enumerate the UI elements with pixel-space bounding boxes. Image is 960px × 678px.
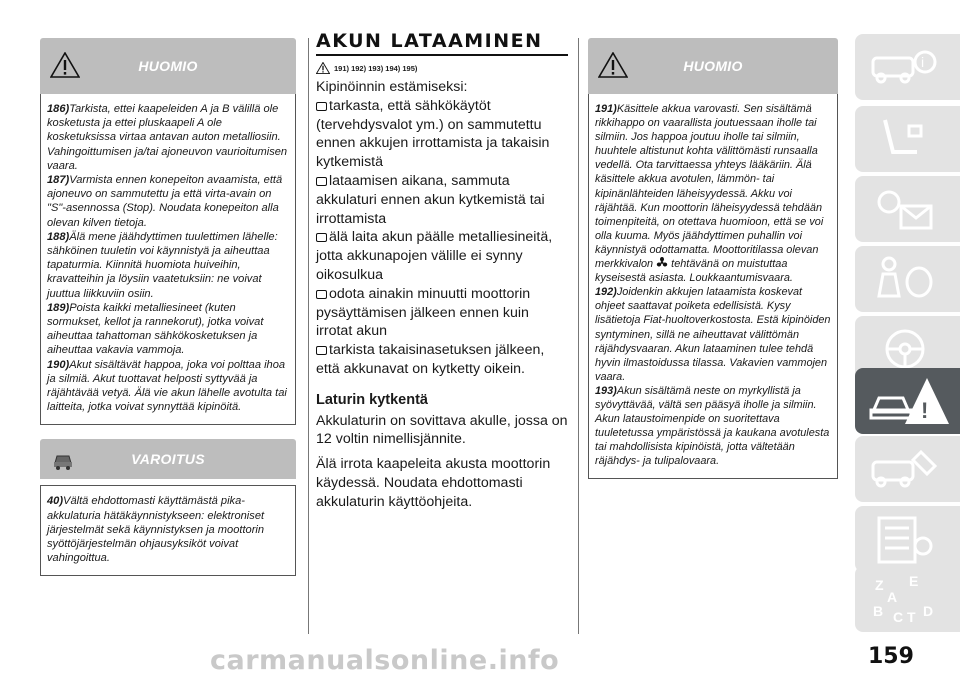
column-divider-left [308, 38, 309, 634]
car-caution-icon [50, 446, 76, 477]
warning-triangle-icon [598, 52, 628, 83]
bullet-box-icon [316, 102, 327, 111]
bullet-item: tarkista takaisinasetuksen jälkeen, että akkunavat on kytketty oikein. [316, 342, 545, 377]
svg-text:B: B [873, 603, 884, 619]
right-column [588, 38, 838, 479]
tab-seats[interactable] [855, 106, 960, 172]
tab-lights[interactable] [855, 176, 960, 242]
svg-text:C: C [893, 609, 904, 625]
tab-dashboard[interactable] [855, 34, 960, 100]
huomio-header-left [40, 38, 296, 94]
tab-maintenance[interactable] [855, 436, 960, 502]
bullet-item: tarkasta, että sähkökäytöt (tervehdysvalot ym.) on sammutettu ennen akkujen irrottamista ja takaisin kytkemistä [316, 97, 550, 171]
huomio-title: HUOMIO [138, 58, 198, 74]
warning-188: 188)Älä mene jäähdyttimen tuulettimen lähelle: sähköinen tuuletin voi käynnistyä ja aiheuttaa tapaturmia. Kiinnitä huomiota huiveihin, kravatteihin ja löysiin vaatetuksiin: ne voivat juuttua liikkuviin osiin. [47, 230, 278, 300]
middle-column [316, 30, 568, 512]
warning-187: 187)Varmista ennen konepeiton avaamista, että ajoneuvo on sammutettu ja että virta-avain on "S"-asennossa (Stop). Noudata konepeiton alla olevan kilven tietoja. [47, 174, 283, 229]
warning-189: 189)Poista kaikki metalliesineet (kuten sormukset, kellot ja rannekorut), jotka voivat aiheuttaa tahattoman sähkökosketuksen ja aiheuttaa vakavia vammoja. [47, 301, 264, 357]
bullet-box-icon [316, 346, 327, 355]
warning-triangle-icon [50, 52, 80, 83]
warning-193: 193)Akun sisältämä neste on myrkyllistä ja syövyttävää, vältä sen pääsyä iholle ja silmiin. Akun lataustoimenpide on suoritettava tuuletetussa ympäristössä ja kaukana avotulesta tai mahdollisista kipinöistä, jotta vältetään räjähdys- ja tulipalovaara. [595, 384, 830, 468]
svg-text:T: T [907, 609, 916, 625]
bullet-box-icon [316, 290, 327, 299]
left-column [40, 38, 296, 576]
bullet-item: älä laita akun päälle metalliesineitä, jotta akkunapojen välille ei synny oikosulkua [316, 229, 553, 283]
warning-191: 191)Käsittele akkua varovasti. Sen sisältämä rikkihappo on vaarallista joutuessaan iholle tai silmiin. Jos happoa joutuu iholle tai silmiin, huuhtele altistunut kohta välittömästi runsaalla vedellä. Ota tarvittaessa yhteys lääkäriin. Älä käsittele akkua avotulen, lämmön- tai kipinänlähteiden läheisyydessä. Akku voi räjähtää. Kun moottorin läheisyydessä tehdään toimenpiteitä, on otettava huomioon, että se voi olla kuuma. Myös jäähdyttimen puhallin voi käynnistyä odottamatta. Moottoritilassa olevan merkkivalon tehtävänä on muistuttaa kyseisestä asiasta. Loukkaantumisvaara. [595, 103, 824, 285]
bullet-box-icon [316, 177, 327, 186]
page-number: 159 [868, 644, 914, 669]
subheading: Laturin kytkentä [316, 391, 428, 408]
alphabet-index-icon [865, 572, 945, 626]
bullet-item: odota ainakin minuutti moottorin pysäyttämisen jälkeen ennen kuin irrotat akun [316, 285, 531, 340]
warning-190: 190)Akut sisältävät happoa, joka voi polttaa ihoa ja silmiä. Akut tuottavat helposti syttyvää ja räjähtävää vetyä. Älä vie akun lähelle avotulta tai laitteita, jotka voivat synnyttää kipinöitä. [47, 358, 287, 414]
svg-text:A: A [887, 589, 898, 605]
warning-192: 192)Joidenkin akkujen lataamista koskevat ohjeet saattavat poiketa edellisistä. Kysy lisätietoja Fiat-huoltoverkostosta. Estä kipinöiden syntyminen, sillä ne aiheuttavat välittömän räjähdysvaaran. Akun lataaminen tulee tehdä hyvin ilmastoidussa tilassa. Vakavien vammojen vaara. [595, 286, 831, 383]
huomio-header-right [588, 38, 838, 94]
bullet-box-icon [316, 233, 327, 242]
svg-text:i: i [921, 54, 925, 70]
caution-40: 40)Vältä ehdottomasti käyttämästä pika-akkulaturia hätäkäynnistykseen: elektroniset järjestelmät sekä käynnistyksen ja moottorin syöttöjärjestelmän ohjausyksiköt voivat vahingoittua. [47, 495, 265, 565]
column-divider-right [578, 38, 579, 634]
section-title: AKUN LATAAMINEN [316, 30, 543, 52]
fan-icon [656, 257, 668, 268]
varoitus-body [40, 485, 296, 576]
tab-safety[interactable] [855, 246, 960, 312]
huomio-body-right [588, 94, 838, 479]
svg-text:Z: Z [875, 577, 884, 593]
huomio-body-left [40, 94, 296, 425]
bullet-item: lataamisen aikana, sammuta akkulaturi ennen akun kytkemistä tai irrottamista [316, 172, 545, 227]
title-rule [316, 54, 568, 56]
svg-text:E: E [909, 573, 919, 589]
car-dashboard-icon [865, 40, 945, 94]
svg-text:D: D [923, 603, 934, 619]
paragraph: Älä irrota kaapeleita akusta moottorin käydessä. Noudata ehdottomasti akkulaturin käyttöohjeita. [316, 456, 551, 510]
tab-index[interactable] [855, 566, 960, 632]
watermark: carmanualsonline.info [210, 645, 560, 676]
tab-emergency[interactable] [855, 368, 960, 434]
light-icon [865, 182, 945, 236]
tab-technical-data[interactable] [855, 506, 960, 572]
charging-text [316, 78, 568, 512]
seat-icon [865, 112, 945, 166]
document-list-icon [865, 512, 945, 566]
varoitus-title: VAROITUS [131, 451, 205, 468]
warning-186: 186)Tarkista, ettei kaapeleiden A ja B välillä ole kosketusta ja ettei pluskaapeli A ole kosketuksissa virtaa antavan auton metalliosiin. Vahingoittumisen ja/tai ajoneuvon vaurioitumisen vaara. [47, 103, 288, 172]
varoitus-header [40, 439, 296, 479]
warning-triangle-icon [316, 62, 330, 74]
svg-text:!: ! [921, 398, 929, 423]
warning-refs: 191) 192) 193) 194) 195) [316, 62, 568, 74]
intro-text: Kipinöinnin estämiseksi: [316, 79, 468, 95]
huomio-title: HUOMIO [683, 58, 743, 74]
airbag-icon [865, 252, 945, 306]
paragraph: Akkulaturin on sovittava akulle, jossa on 12 voltin nimellisjännite. [316, 412, 568, 448]
maintenance-icon [865, 442, 945, 496]
emergency-triangle-icon [865, 374, 951, 430]
